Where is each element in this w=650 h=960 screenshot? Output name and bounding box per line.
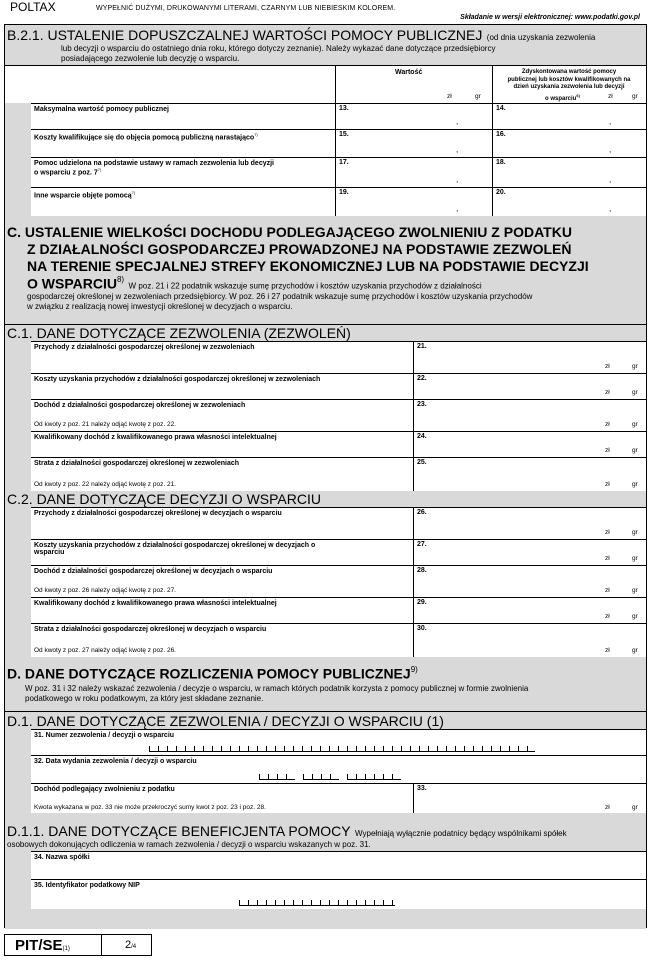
field-number: 21. [417, 343, 427, 350]
electronic-filing-note: Składanie w wersji elektronicznej: www.podatki.gov.pl [460, 14, 640, 21]
zl-label: zł [605, 481, 610, 488]
d1-title: D.1. DANE DOTYCZĄCE ZEZWOLENIA / DECYZJI O WSPARCIU (1) [7, 713, 444, 729]
col-discounted-label: Zdyskontowana wartość pomocy publicznej lub kosztów kwalifikowanych na dzień uzyskania zezwolenia lub decyzji [507, 69, 631, 90]
c1-amount-input[interactable] [413, 432, 646, 457]
c1-row-label: Dochód z działalności gospodarczej określonej w zezwoleniach [34, 402, 246, 409]
gr-label: gr [632, 363, 638, 370]
zl-label: zł [605, 587, 610, 594]
section-c2 [5, 491, 646, 667]
section-d [5, 662, 646, 712]
c2-row-label: Kwalifikowany dochód z kwalifikowanego prawa własności intelektualnej [34, 600, 277, 607]
field-35-row[interactable] [31, 879, 646, 909]
d11-header [7, 823, 643, 841]
section-c [5, 221, 646, 325]
section-d1 [5, 712, 646, 824]
field-33-row [31, 783, 646, 813]
c2-amount-input[interactable] [413, 508, 646, 539]
zl-label: zł [605, 555, 610, 562]
col-discounted-suffix: o wsparciu$^{6)}$ [545, 93, 580, 102]
field-number: 16. [496, 131, 506, 138]
d-desc1: W poz. 31 i 32 należy wskazać zezwolenia / decyzje o wsparciu, w ramach których podatnik korzysta z pomocy publicznej w formie zwolnienia [25, 684, 529, 693]
field-number: 29. [417, 599, 427, 606]
field-number: 27. [417, 541, 427, 548]
c1-amount-input[interactable] [413, 374, 646, 399]
section-c1 [5, 325, 646, 501]
field-number: 25. [417, 459, 427, 466]
decimal-comma: , [609, 204, 612, 213]
poltax-label: POLTAX [10, 0, 56, 14]
c-title3: NA TERENIE SPECJALNEJ STREFY EKONOMICZNEJ LUB NA PODSTAWIE DECYZJI [27, 258, 589, 274]
field-34-label: 34. Nazwa spółki [34, 854, 90, 861]
b21-value-input[interactable] [335, 104, 492, 129]
c1-row [31, 457, 646, 491]
b21-value-input[interactable] [335, 130, 492, 157]
c2-amount-input[interactable] [413, 624, 646, 657]
field-number: 14. [496, 105, 506, 112]
field-number: 17. [339, 159, 349, 166]
field-33-number: 33. [417, 785, 427, 792]
field-33-label: Dochód podlegający zwolnieniu z podatku [34, 786, 175, 793]
zl-label: zł [605, 363, 610, 370]
c2-row [31, 623, 646, 657]
field-number: 23. [417, 401, 427, 408]
c-desc3: w związku z realizacją nowej inwestycji określonej w decyzjach o wsparciu. [27, 302, 293, 311]
c1-row [31, 373, 646, 399]
b21-discounted-input[interactable] [492, 104, 646, 129]
d-desc2: podatkowego w roku podatkowym, za który jest składane zeznanie. [25, 694, 264, 703]
field-31-label: 31. Numer zezwolenia / decyzji o wsparciu [34, 732, 175, 739]
field-34-row[interactable] [31, 851, 646, 879]
field-number: 18. [496, 159, 506, 166]
c-title4-line: O WSPARCIU$^{8)}$ W poz. 21 i 22 podatnik wskazuje sumę przychodów i kosztów uzyskania przychodów z działalności [27, 275, 482, 292]
c2-row [31, 597, 646, 623]
field-33-gr: gr [632, 804, 638, 811]
field-35-label: 35. Identyfikator podatkowy NIP [34, 882, 140, 889]
gr-label: gr [632, 555, 638, 562]
field-33-zl: zł [605, 804, 610, 811]
b21-row [31, 129, 646, 157]
field-number: 19. [339, 189, 349, 196]
field-32-year[interactable] [347, 774, 401, 780]
b21-row-label: Pomoc udzielona na podstawie ustawy w ramach zezwolenia lub decyzji o wsparciu z poz. 7$^{7)}$ [34, 160, 275, 177]
c1-row-label: Koszty uzyskania przychodów z działalności gospodarczej określonej w zezwoleniach [34, 376, 321, 383]
c1-amount-input[interactable] [413, 458, 646, 491]
c1-row-label: Przychody z działalności gospodarczej określonej w zezwoleniach [34, 344, 255, 351]
b21-row [31, 157, 646, 187]
b21-value-input[interactable] [335, 158, 492, 187]
field-number: 26. [417, 509, 427, 516]
c2-amount-input[interactable] [413, 566, 646, 597]
field-number: 20. [496, 189, 506, 196]
gr-label: gr [632, 529, 638, 536]
c1-row-label: Strata z działalności gospodarczej określonej w zezwoleniach [34, 460, 240, 467]
page-number: 2/4 [125, 939, 137, 951]
decimal-comma: , [456, 175, 459, 184]
field-32-row[interactable] [31, 755, 646, 783]
b21-row-label: Maksymalna wartość pomocy publicznej [34, 106, 169, 113]
zl-label: zł [605, 613, 610, 620]
c2-title: C.2. DANE DOTYCZĄCE DECYZJI O WSPARCIU [7, 491, 321, 507]
b21-title: B.2.1. USTALENIE DOPUSZCZALNEJ WARTOŚCI POMOCY PUBLICZNEJ [7, 27, 483, 43]
field-number: 13. [339, 105, 349, 112]
col-value-label: Wartość [395, 69, 423, 76]
col-value-zl: zł [447, 93, 452, 100]
zl-label: zł [605, 389, 610, 396]
field-32-day[interactable] [259, 774, 295, 780]
b21-header [7, 27, 643, 45]
zl-label: zł [605, 647, 610, 654]
c2-row [31, 507, 646, 539]
col-disc-gr: gr [632, 93, 638, 100]
c-desc1: W poz. 21 i 22 podatnik wskazuje sumę przychodów i kosztów uzyskania przychodów z działalności [128, 281, 482, 291]
c2-row-label: Przychody z działalności gospodarczej określonej w decyzjach o wsparciu [34, 510, 282, 517]
b21-row [31, 187, 646, 216]
b21-discounted-input[interactable] [492, 188, 646, 216]
zl-label: zł [605, 447, 610, 454]
decimal-comma: , [609, 145, 612, 154]
decimal-comma: , [609, 175, 612, 184]
field-number: 24. [417, 433, 427, 440]
col-value-gr: gr [475, 93, 481, 100]
field-number: 15. [339, 131, 349, 138]
field-32-label: 32. Data wydania zezwolenia / decyzji o wsparciu [34, 758, 197, 765]
gr-label: gr [632, 587, 638, 594]
form-id-box [4, 934, 152, 956]
c1-title: C.1. DANE DOTYCZĄCE ZEZWOLENIA (ZEZWOLEŃ) [7, 325, 351, 341]
c2-amount-input[interactable] [413, 540, 646, 565]
form-page [4, 24, 647, 928]
b21-column-header [5, 65, 646, 103]
c1-row [31, 341, 646, 373]
field-33-note: Kwota wykazana w poz. 33 nie może przekroczyć sumy kwot z poz. 23 i poz. 28. [34, 804, 266, 811]
c2-row-note: Od kwoty z poz. 26 należy odjąć kwotę z poz. 27. [34, 587, 176, 594]
b21-row-label: Koszty kwalifikujące się do objęcia pomocą publiczną narastająco$^{7)}$ [34, 132, 258, 142]
b21-desc1: (od dnia uzyskania zezwolenia [486, 33, 596, 42]
col-disc-zl: zł [608, 93, 613, 100]
decimal-comma: , [609, 117, 612, 126]
c1-row-note: Od kwoty z poz. 21 należy odjąć kwotę z poz. 22. [34, 421, 176, 428]
c2-row-label: Strata z działalności gospodarczej określonej w decyzjach o wsparciu [34, 626, 267, 633]
b21-discounted-input[interactable] [492, 158, 646, 187]
decimal-comma: , [456, 204, 459, 213]
gr-label: gr [632, 447, 638, 454]
c1-row [31, 399, 646, 431]
field-number: 22. [417, 375, 427, 382]
c-title2: Z DZIAŁALNOŚCI GOSPODARCZEJ PROWADZONEJ NA PODSTAWIE ZEZWOLEŃ [27, 241, 572, 257]
b21-row-label: Inne wsparcie objęte pomocą$^{7)}$ [34, 190, 136, 200]
b21-desc2: lub decyzji o wsparciu do ostatniego dnia roku, którego dotyczy zeznanie). Należy wykazać dane dotyczące przedsiębiorcy [61, 44, 496, 53]
c2-row-label: Koszty uzyskania przychodów z działalności gospodarczej określonej w decyzjach o wsparciu [34, 542, 316, 556]
b21-row [31, 103, 646, 129]
c1-amount-input[interactable] [413, 400, 646, 431]
d11-title: D.1.1. DANE DOTYCZĄCE BENEFICJENTA POMOCY [7, 823, 351, 839]
zl-label: zł [605, 421, 610, 428]
c2-row [31, 565, 646, 597]
section-d11 [5, 820, 646, 929]
b21-discounted-input[interactable] [492, 130, 646, 157]
c1-row-label: Kwalifikowany dochód z kwalifikowanego prawa własności intelektualnej [34, 434, 277, 441]
zl-label: zł [605, 529, 610, 536]
d-title: D. DANE DOTYCZĄCE ROZLICZENIA POMOCY PUBLICZNEJ [7, 665, 411, 682]
b21-value-input[interactable] [335, 188, 492, 216]
c2-amount-input[interactable] [413, 598, 646, 623]
fill-instruction: WYPEŁNIĆ DUŻYMI, DRUKOWANYMI LITERAMI, CZARNYM LUB NIEBIESKIM KOLOREM. [96, 5, 396, 12]
form-code: PIT/SE(1) [15, 937, 70, 954]
field-33-input[interactable] [413, 784, 646, 813]
c1-row-note: Od kwoty z poz. 22 należy odjąć kwotę z poz. 21. [34, 481, 176, 488]
gr-label: gr [632, 421, 638, 428]
c1-amount-input[interactable] [413, 342, 646, 373]
c1-row [31, 431, 646, 457]
decimal-comma: , [456, 117, 459, 126]
field-31-row[interactable] [31, 729, 646, 755]
c2-row-label: Dochód z działalności gospodarczej określonej w decyzjach o wsparciu [34, 568, 273, 575]
field-35-input[interactable] [239, 900, 395, 906]
b21-desc3: posiadającego zezwolenie lub decyzję o wsparciu. [61, 54, 240, 63]
gr-label: gr [632, 389, 638, 396]
gr-label: gr [632, 613, 638, 620]
field-number: 28. [417, 567, 427, 574]
c-title1: C. USTALENIE WIELKOŚCI DOCHODU PODLEGAJĄCEGO ZWOLNIENIU Z PODATKU [7, 224, 572, 240]
c2-row [31, 539, 646, 565]
d11-desc2: osobowych dokonujących odliczenia w ramach zezwolenia / decyzji o wsparciu wskazanych w poz. 31. [7, 840, 371, 849]
decimal-comma: , [456, 145, 459, 154]
d-title-line: D. DANE DOTYCZĄCE ROZLICZENIA POMOCY PUBLICZNEJ$^{9)}$ [7, 665, 418, 682]
field-number: 30. [417, 625, 427, 632]
field-31-input[interactable] [149, 746, 535, 752]
c-desc2: gospodarczej określonej w zezwoleniach przedsiębiorcy. W poz. 26 i 27 podatnik wskazuje sumę przychodów i kosztów uzyskania przychodów [27, 292, 533, 301]
c2-row-note: Od kwoty z poz. 27 należy odjąć kwotę z poz. 26. [34, 647, 176, 654]
gr-label: gr [632, 481, 638, 488]
d11-desc1: Wypełniają wyłącznie podatnicy będący wspólnikami spółek [355, 829, 567, 838]
gr-label: gr [632, 647, 638, 654]
c-title4: O WSPARCIU [27, 275, 117, 292]
field-32-month[interactable] [303, 774, 339, 780]
